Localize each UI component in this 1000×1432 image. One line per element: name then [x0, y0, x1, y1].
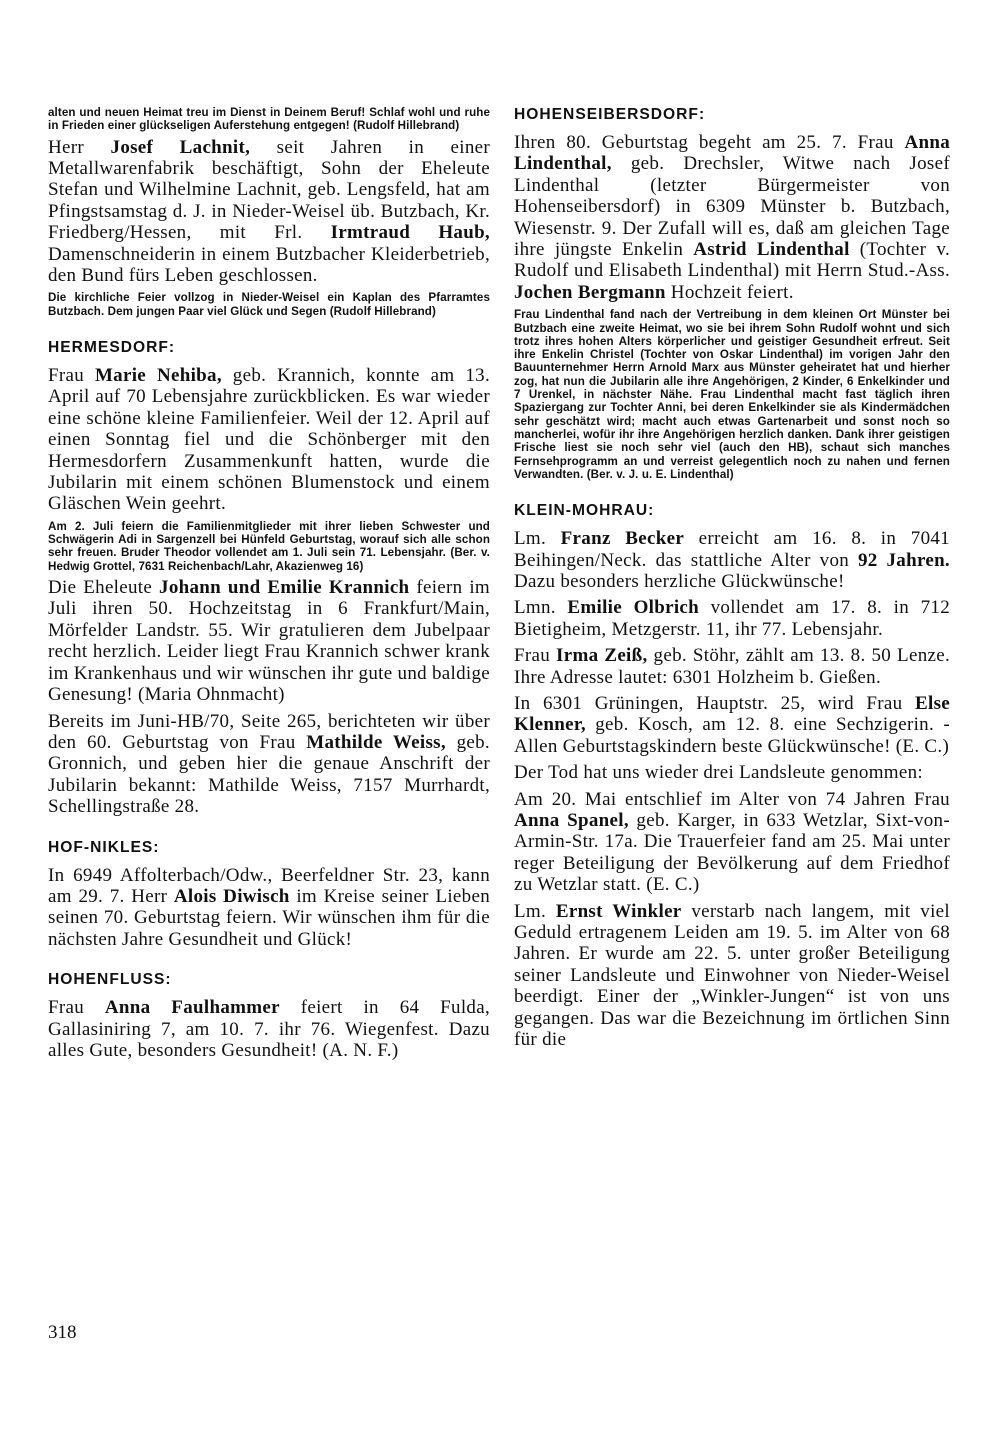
intro-note: alten und neuen Heimat treu im Dienst in Deinem Beruf! Schlaf wohl und ruhe in Frieden einer glückseligen Auferstehung entgegen! (Rudolf Hillebrand) [48, 106, 490, 133]
section-heading-hermesdorf: HERMESDORF: [48, 339, 176, 357]
person-name: Irmtraud Haub, [330, 222, 490, 244]
person-name: Anna Lindenthal, [514, 132, 950, 175]
person-name: Franz Becker [560, 528, 685, 550]
section-heading-hofnikles: HOF-NIKLES: [48, 838, 160, 856]
kleinmohrau-paragraph-1: Lm. Franz Becker erreicht am 16. 8. in 7041 Beihingen/Neck. das stattliche Alter von 92 Jahren. Dazu besonders herzliche Glückwünsche! [514, 528, 950, 592]
hofnikles-paragraph: In 6949 Affolterbach/Odw., Beerfeldner Str. 23, kann am 29. 7. Herr Alois Diwisch im Kreise seiner Lieben seinen 70. Geburtstag feiern. Wir wünschen ihm für die nächsten Jahre Gesundheit und Glück! [48, 864, 490, 950]
person-name: Alois Diwisch [173, 885, 290, 907]
hermesdorf-note: Am 2. Juli feiern die Familienmitglieder mit ihrer lieben Schwester und Schwägerin Adi in Sargenzell bei Hünfeld Geburtstag, worauf sich alle schon sehr freuen. Bruder Theodor vollendet am 1. Juli sein 71. Lebensjahr. (Ber. v. Hedwig Grottel, 7631 Reichenbach/Lahr, Akazienweg 16) [48, 519, 491, 573]
person-name: Adi [118, 533, 138, 547]
lachnit-note: Die kirchliche Feier vollzog in Nieder-Weisel ein Kaplan des Pfarramtes Butzbach. Dem jungen Paar viel Glück und Segen (Rudolf Hillebrand) [48, 291, 490, 318]
lachnit-paragraph: Herr Josef Lachnit, seit Jahren in einer Metallwarenfabrik beschäftigt, Sohn der Eheleute Stefan und Wilhelmine Lachnit, geb. Lengsfeld, hat am Pfingstsamstag d. J. in Nieder-Weisel üb. Butzbach, Kr. Friedberg/Hessen, mit Frl. Irmtraud Haub, Damenschneiderin in einem Butzbacher Kleiderbetrieb, den Bund fürs Leben geschlossen. [48, 136, 490, 287]
person-name: Anna Spanel, [514, 809, 629, 831]
hohenfluss-paragraph: Frau Anna Faulhammer feiert in 64 Fulda, Gallasiniring 7, am 10. 7. ihr 76. Wiegenfest. Dazu alles Gute, besonders Gesundheit! (A. N. F.) [48, 997, 490, 1061]
kleinmohrau-paragraph-6: Am 20. Mai entschlief im Alter von 74 Jahren Frau Anna Spanel, geb. Karger, in 633 Wetzlar, Sixt-von-Armin-Str. 17a. Die Trauerfeier fand am 25. Mai unter reger Beteiligung der Bevölkerung auf dem Friedhof zu Wetzlar statt. (E. C.) [514, 788, 950, 896]
person-name: Jochen Bergmann [514, 281, 666, 303]
person-name: Anna Faulhammer [104, 997, 280, 1019]
age-highlight: 92 Jahren. [857, 549, 950, 571]
person-name: Johann und Emilie Krannich [159, 577, 410, 599]
hohenseibersdorf-paragraph: Ihren 80. Geburtstag begeht am 25. 7. Frau Anna Lindenthal, geb. Drechsler, Witwe nach Josef Lindenthal (letzter Bürgermeister von Hohenseibersdorf) in 6309 Münster b. Butzbach, Wiesenstr. 9. Der Zufall will es, daß am gleichen Tage ihre jüngste Enkelin Astrid Lindenthal (Tochter v. Rudolf und Elisabeth Lindenthal) mit Herrn Stud.-Ass. Jochen Bergmann Hochzeit feiert. [514, 132, 950, 303]
person-name: Irma Zeiß, [556, 645, 648, 667]
hermesdorf-paragraph-2: Die Eheleute Johann und Emilie Krannich feiern im Juli ihren 50. Hochzeitstag in 6 Frankfurt/Main, Mörfelder Landstr. 55. Wir gratulieren dem Jubelpaar recht herzlich. Leider liegt Frau Krannich schwer krank im Krankenhaus und wir wünschen ihr gute und baldige Genesung! (Maria Ohnmacht) [48, 577, 491, 706]
person-name: Marie Nehiba, [94, 365, 222, 387]
person-name: Else Klenner, [514, 692, 950, 736]
kleinmohrau-paragraph-4: In 6301 Grüningen, Hauptstr. 25, wird Frau Else Klenner, geb. Kosch, am 12. 8. eine Sechzigerin. - Allen Geburtstagskindern beste Glückwünsche! (E. C.) [514, 692, 950, 757]
person-name: Josef Lachnit, [110, 136, 251, 158]
left-column [48, 106, 490, 1066]
person-name: Ernst Winkler [555, 900, 682, 922]
kleinmohrau-paragraph-7: Lm. Ernst Winkler verstarb nach langem, mit viel Geduld ertragenem Leiden am 19. 5. im Alter von 68 Jahren. Er wurde am 22. 5. unter großer Beteiligung seiner Landsleute und Einwohner von Nieder-Weisel beerdigt. Einer der „Winkler-Jungen“ ist von uns gegangen. Das war die Bezeichnung im örtlichen Sinn für die [514, 900, 950, 1051]
section-heading-hohenseibersdorf: HOHENSEIBERSDORF: [514, 106, 706, 123]
hermesdorf-paragraph-1: Frau Marie Nehiba, geb. Krannich, konnte am 13. April auf 70 Lebensjahre zurückblicken. Es war wieder eine schöne kleine Familienfeier. Weil der 12. April auf einen Sonntag fiel und die Schönberger mit den Hermesdorfern Zusammenkunft hatten, wurde die Jubilarin mit einem schönen Blumenstock und einem Gläschen Wein geehrt. [48, 365, 490, 515]
right-column [514, 106, 950, 1055]
hohenseibersdorf-note: Frau Lindenthal fand nach der Vertreibung in dem kleinen Ort Münster bei Butzbach eine zweite Heimat, wo sie bei ihrem Sohn Rudolf wohnt und sich trotz ihres hohen Alters körperlicher und geistiger Gesundheit erfreut. Seit ihre Enkelin Christel (Tochter von Oskar Lindenthal) im vorigen Jahr den Bauunternehmer Herrn Arnold Marx aus Münster geheiratet hat und hierher zog, hat nun die Jubilarin alle ihre Angehörigen, 2 Kinder, 6 Enkelkinder und 7 Urenkel, in nächster Nähe. Frau Lindenthal macht fast täglich ihren Spaziergang zur Tochter Anni, bei deren Enkelkinder sie als Kindermädchen sehr geschätzt wird; macht auch etwas Gartenarbeit und sonst noch so mancherlei, wofür ihr ihre Angehörigen herzlich danken. Dank ihrer geistigen Frische liest sie noch sehr viel (auch den HB), schaut sich manches Fernsehprogramm an und verreist gelegentlich noch zu nahen und fernen Verwandten. (Ber. v. J. u. E. Lindenthal) [514, 308, 950, 481]
person-name: Emilie Olbrich [567, 597, 700, 619]
kleinmohrau-paragraph-5: Der Tod hat uns wieder drei Landsleute genommen: [514, 762, 923, 784]
person-name: Astrid Lindenthal [693, 239, 850, 261]
hermesdorf-paragraph-3: Bereits im Juni-HB/70, Seite 265, berichteten wir über den 60. Geburtstag von Frau Mathilde Weiss, geb. Gronnich, und geben hier die genaue Anschrift der Jubilarin bekannt: Mathilde Weiss, 7157 Murrhardt, Schellingstraße 28. [48, 710, 490, 818]
section-heading-kleinmohrau: KLEIN-MOHRAU: [514, 502, 655, 520]
person-name: Mathilde Weiss, [306, 731, 446, 753]
section-heading-hohenfluss: HOHENFLUSS: [48, 971, 172, 989]
page-number: 318 [48, 1322, 77, 1343]
kleinmohrau-paragraph-3: Frau Irma Zeiß, geb. Stöhr, zählt am 13. 8. 50 Lenze. Ihre Adresse lautet: 6301 Holzheim b. Gießen. [514, 645, 951, 688]
person-name: Theodor [163, 546, 211, 560]
kleinmohrau-paragraph-2: Lmn. Emilie Olbrich vollendet am 17. 8. in 712 Bietigheim, Metzgerstr. 11, ihr 77. Lebensjahr. [514, 597, 950, 640]
